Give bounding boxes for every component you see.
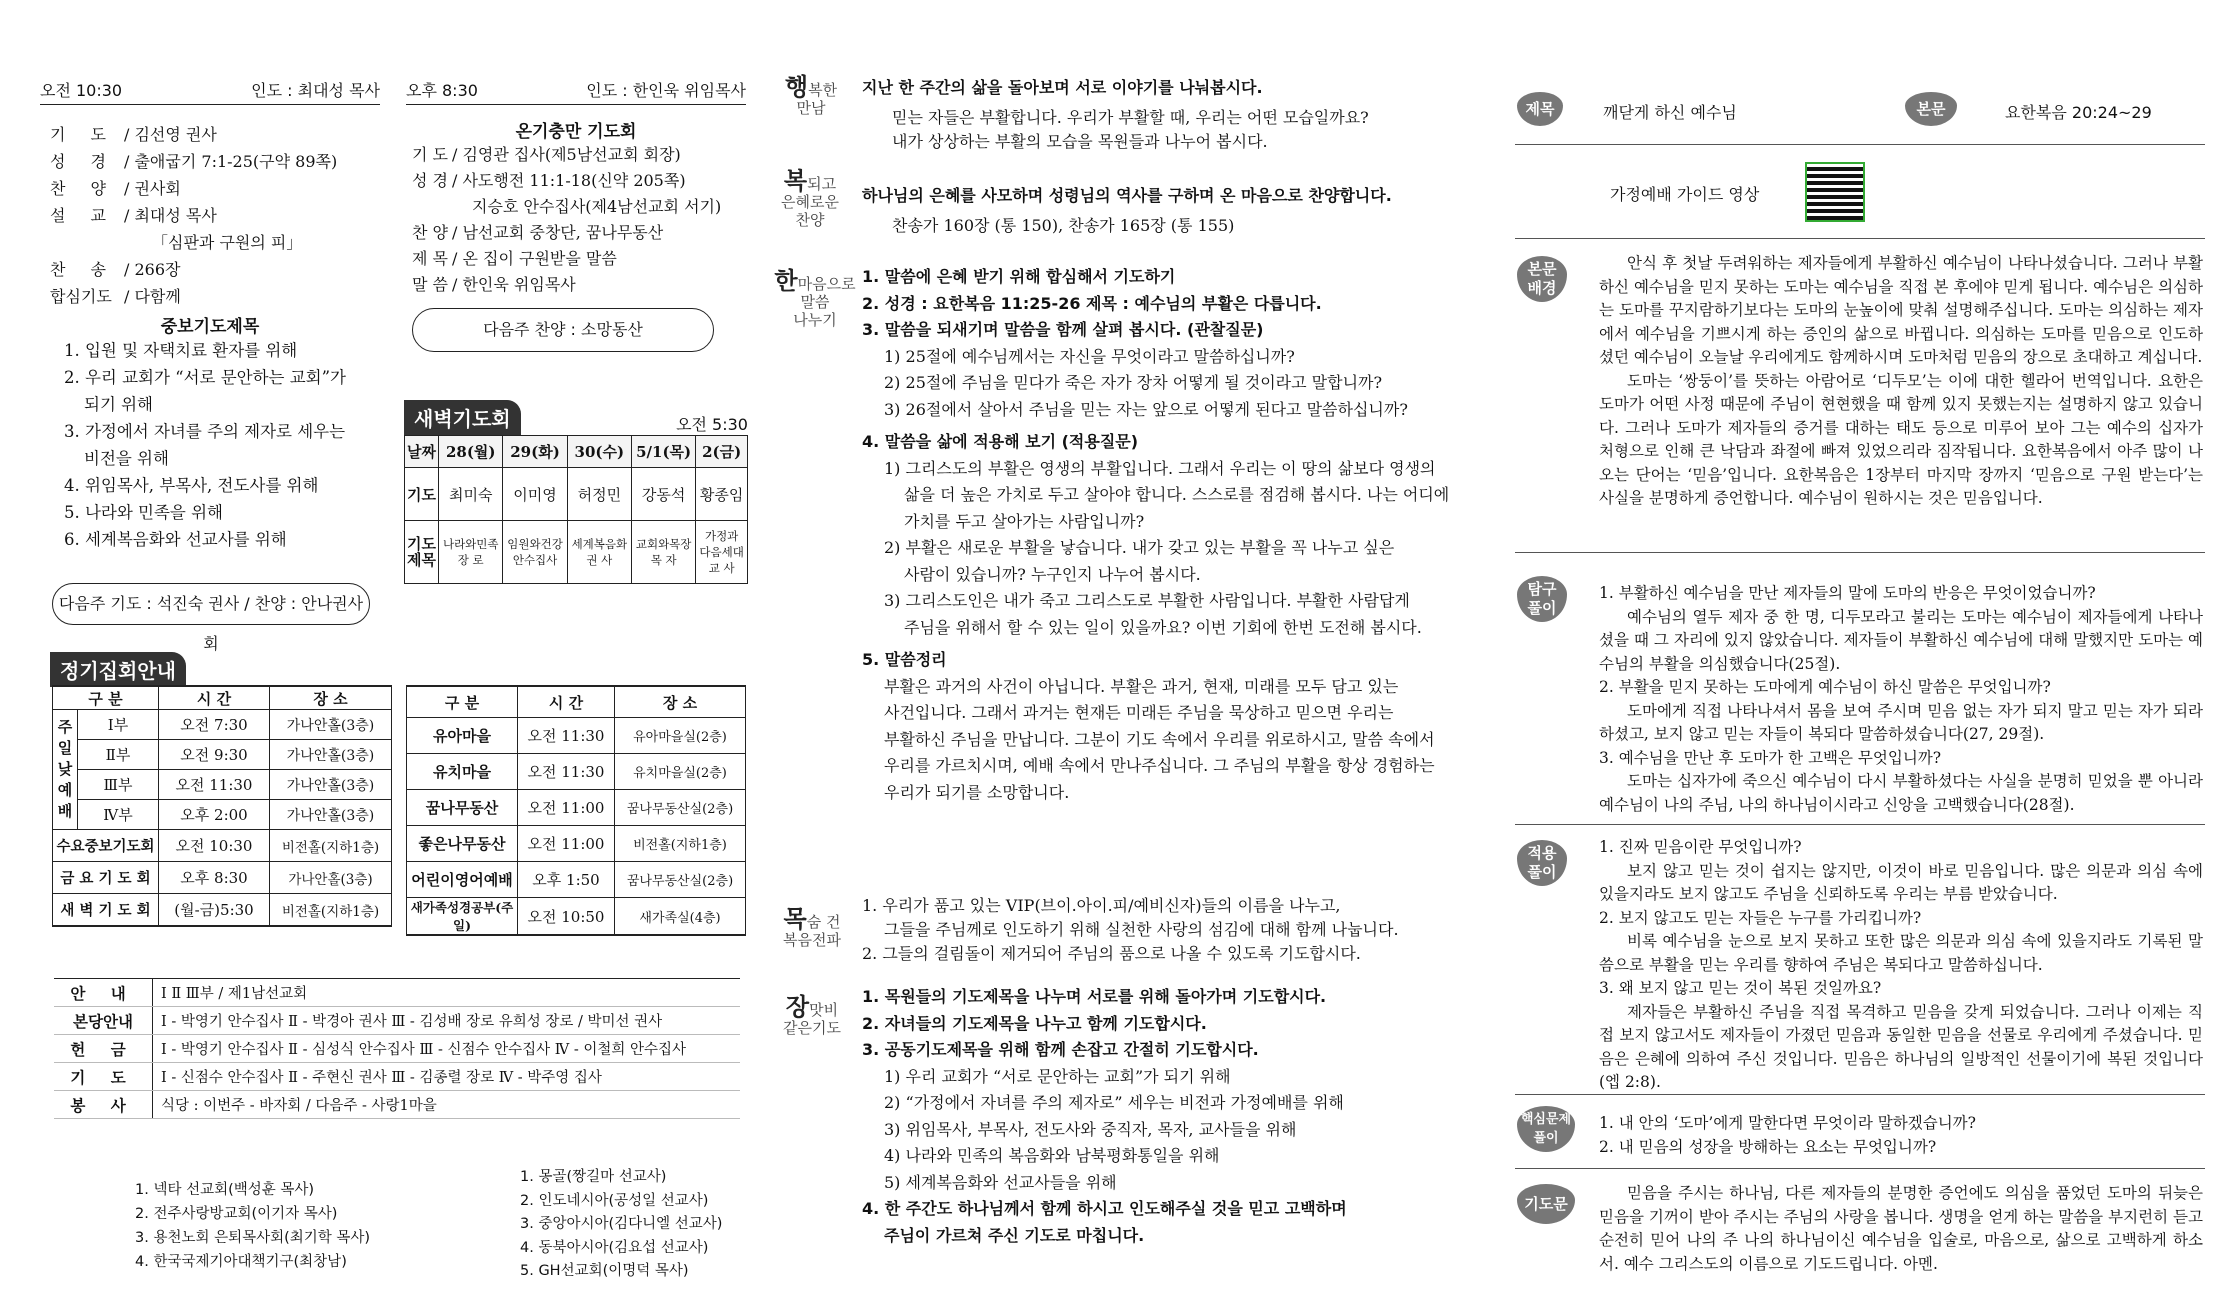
order-value: / 김영관 집사(제5남선교회 회장) <box>452 145 681 164</box>
meet-time: 오전 7:30 <box>159 710 270 740</box>
order-row <box>50 283 380 310</box>
question: 1. 진짜 믿음이란 무엇입니까? <box>1599 838 1802 856</box>
question: 3. 왜 보지 않고 믿는 것이 복된 것일까요? <box>1599 979 1882 997</box>
s3-line: 삶을 더 높은 가치로 두고 살아야 합니다. 스스로를 점검해 봅시다. 나는 어디에 <box>904 485 1450 504</box>
answer: 제자들은 부활하신 주님을 직접 목격하고 믿음을 갖게 되었습니다. 그러나 이제는 직접 보지 않고서도 제자들이 가졌던 믿음과 동일한 믿음을 선물로 우리에게 주셨습니다. 믿음은 은혜에 의하여 주신 것입니다. 믿음은 하나님의 일방적인 선물이기에 복된 것입니다(엡 2:8). <box>1599 1002 2203 1091</box>
order-row <box>412 142 746 168</box>
s5-line: 3. 공동기도제목을 위해 함께 손잡고 간절히 기도합시다. <box>862 1040 1259 1059</box>
order-row <box>412 194 746 220</box>
study-text: 요한복음 20:24~29 <box>2005 103 2152 122</box>
s2-line: 찬송가 160장 (통 150), 찬송가 165장 (통 155) <box>892 216 1235 235</box>
sunday-label <box>53 710 78 830</box>
meet-header-cell: 시 간 <box>518 686 615 718</box>
s3-line: 1) 25절에 예수님께서는 자신을 무엇이라고 말씀하십니까? <box>884 346 1295 366</box>
order-row <box>50 202 380 229</box>
meet-place: 가나안홀(3층) <box>270 710 392 740</box>
s3-line: 사건입니다. 그래서 과거는 현재든 미래든 주님을 묵상하고 믿으면 우리는 <box>884 703 1394 722</box>
dawn-leader: 강동석 <box>631 468 695 521</box>
dawn-header-cell: 날짜 <box>405 436 439 468</box>
s2-body <box>892 212 1234 240</box>
order-key: 합심기도 <box>50 287 112 306</box>
s2-title: 하나님의 은혜를 사모하며 성령님의 역사를 구하며 온 마음으로 찬양합니다. <box>862 186 1392 205</box>
s3-line: 3) 그리스도인은 내가 죽고 그리스도로 부활한 사람입니다. 부활한 사람답게 <box>884 591 1410 610</box>
s5-line: 1. 목원들의 기도제목을 나누며 서로를 위해 돌아가며 기도합시다. <box>862 987 1327 1006</box>
s5-line: 2) “가정에서 자녀를 주의 제자로” 세우는 비전과 가정예배를 위해 <box>884 1093 1344 1112</box>
service-row <box>54 1007 740 1035</box>
dawn-topic-line: 목 자 <box>650 553 677 567</box>
meet-name: 수요중보기도회 <box>53 830 159 862</box>
meet-row <box>53 862 392 894</box>
meet-place: 꿈나무동산실(2층) <box>615 790 746 826</box>
meet-time: 오후 1:50 <box>518 862 615 898</box>
order-row <box>50 148 380 175</box>
meetings-title: 정기집회안내 <box>50 652 186 687</box>
dawn-topic-line: 나라와민족 <box>442 537 499 551</box>
question: 2. 보지 않고도 믿는 자들은 누구를 가리킵니까? <box>1599 908 1922 927</box>
s5-line: 3) 위임목사, 부목사, 전도사와 중직자, 목자, 교사들을 위해 <box>884 1119 1297 1139</box>
dawn-topic-row <box>405 521 748 584</box>
s3-body <box>862 264 1482 806</box>
meet-time: 오전 11:30 <box>518 754 615 790</box>
order-key: 찬 양 <box>50 179 116 198</box>
s4-label: 목숨 건 복음전파 <box>783 905 841 949</box>
s3-line: 부활하신 주님을 만납니다. 그분이 기도 속에서 우리를 위로하시고, 말씀 속에서 <box>884 729 1435 749</box>
meet-row <box>53 830 392 862</box>
pray-text: 믿음을 주시는 하나님, 다른 제자들의 분명한 증언에도 의심을 품었던 도마의 뒤늦은 믿음을 기꺼이 받아 주시는 주님의 사랑을 봅니다. 생명을 얻게 하는 말씀을 부지런히 듣고 순전히 믿어 나의 주 나의 하나님이신 예수님을 입술로, 마음으로, 삶으로 고백하게 하소서. 예수 그리스도의 이름으로 기도드립니다. 아멘. <box>1599 1184 2203 1273</box>
col1-leader: 인도 : 최대성 목사 <box>251 81 380 100</box>
prayer-item: 2. 우리 교회가 “서로 문안하는 교회”가 <box>64 368 346 387</box>
service-row <box>54 1063 740 1091</box>
prayer-item: 4. 위임목사, 부목사, 전도사를 위해 <box>64 476 319 495</box>
dawn-header-cell: 28(월) <box>439 436 503 468</box>
dawn-topic-line: 교회와목장 <box>635 537 692 551</box>
s3-line: 주님을 위해서 할 수 있는 일이 있을까요? 이번 기회에 한번 도전해 봅시다. <box>904 617 1422 637</box>
divider <box>1515 1168 2205 1169</box>
study-title: 깨닫게 하신 예수님 <box>1603 103 1737 122</box>
text-badge: 본문 <box>1905 92 1957 126</box>
order-row <box>50 121 380 148</box>
divider <box>1515 144 2205 145</box>
meet-row <box>53 770 392 800</box>
dawn-topic-line: 기도 <box>407 535 437 553</box>
s3-label: 한마음으로 말씀 나누기 <box>774 267 856 329</box>
dawn-time: 오전 5:30 <box>676 415 748 434</box>
dawn-topic-line: 임원와건강 <box>507 537 563 551</box>
meet-place: 유아마을실(2층) <box>615 718 746 754</box>
dawn-title: 새벽기도회 <box>404 400 521 435</box>
dawn-header-row <box>405 436 748 468</box>
col2-leader: 인도 : 한인욱 위임목사 <box>586 81 746 100</box>
s3-line: 우리를 가르치시며, 예배 속에서 만나주십니다. 그 주님의 부활을 항상 경험하는 <box>884 756 1435 775</box>
dawn-table <box>404 435 748 584</box>
meet-row <box>407 790 746 826</box>
s3-line: 1. 말씀에 은혜 받기 위해 합심해서 기도하기 <box>862 267 1176 286</box>
order-key: 성 경 <box>412 171 448 190</box>
meet-time: 오전 11:30 <box>159 770 270 800</box>
dawn-topic-line: 권 사 <box>586 553 613 567</box>
apply-badge: 적용 풀이 <box>1517 840 1567 886</box>
meet-time: (월-금)5:30 <box>159 894 270 927</box>
dawn-row-label <box>405 521 439 584</box>
meet-name: 유치마을 <box>407 754 518 790</box>
meet-place: 비전홀(지하1층) <box>270 894 392 927</box>
meet-place: 가나안홀(3층) <box>270 800 392 830</box>
meet-header-cell: 시 간 <box>159 686 270 710</box>
order-key: 기 도 <box>412 145 448 164</box>
s3-line: 3. 말씀을 되새기며 말씀을 함께 살펴 봅시다. (관찰질문) <box>862 320 1264 339</box>
dawn-topic <box>503 521 567 584</box>
pray-badge: 기도문 <box>1517 1184 1575 1224</box>
col2-header <box>406 78 746 105</box>
s3-line: 2. 성경 : 요한복음 11:25-26 제목 : 예수님의 부활은 다릅니다. <box>862 293 1322 313</box>
meet-name: 유아마을 <box>407 718 518 754</box>
dawn-header-cell: 30(수) <box>567 436 631 468</box>
s5-line: 1) 우리 교회가 “서로 문안하는 교회”가 되기 위해 <box>884 1066 1231 1086</box>
order-value: / 김선영 권사 <box>124 125 217 144</box>
service-table <box>54 978 740 1119</box>
meet-place: 가나안홀(3층) <box>270 770 392 800</box>
meet-name: 새가족성경공부(주일) <box>407 898 518 936</box>
service-key: 기 도 <box>54 1063 153 1091</box>
col1-time: 오전 10:30 <box>40 81 123 100</box>
mission-item: 2. 인도네시아(공성일 선교사) <box>520 1192 709 1209</box>
s5-line: 2. 자녀들의 기도제목을 나누고 함께 기도합시다. <box>862 1013 1207 1033</box>
order-key: 찬 양 <box>412 223 448 242</box>
meetings-table-left <box>52 685 392 927</box>
meet-time: 오전 11:00 <box>518 790 615 826</box>
mission-item: 3. 용천노회 은퇴목사회(최기학 목사) <box>135 1230 371 1246</box>
meet-place: 비전홀(지하1층) <box>270 830 392 862</box>
meet-name: Ⅳ부 <box>78 800 159 830</box>
s3-line: 1) 그리스도의 부활은 영생의 부활입니다. 그래서 우리는 이 땅의 삶보다 영생의 <box>884 458 1436 478</box>
service-key: 헌 금 <box>54 1035 153 1063</box>
s1-body <box>892 106 1369 154</box>
col2 <box>406 78 746 352</box>
meetings-block <box>50 652 750 687</box>
order-value: / 한인욱 위임목사 <box>452 275 576 294</box>
order-key: 설 교 <box>50 206 116 225</box>
meet-time: 오후 8:30 <box>159 862 270 894</box>
order-row <box>412 246 746 272</box>
sunday-label-char: 배 <box>57 802 73 820</box>
dawn-leader: 이미영 <box>503 468 567 521</box>
order-value: 「심판과 구원의 피」 <box>152 233 303 252</box>
question: 1. 부활하신 예수님을 만난 제자들의 말에 도마의 반응은 무엇이었습니까? <box>1599 584 2096 602</box>
prayer-item: 3. 가정에서 자녀를 주의 제자로 세우는 <box>64 422 346 441</box>
s3-line: 2) 부활은 새로운 부활을 낳습니다. 내가 갖고 있는 부활을 꼭 나누고 싶은 <box>884 538 1395 557</box>
meet-place: 꿈나무동산실(2층) <box>615 862 746 898</box>
s3-line: 부활은 과거의 사건이 아닙니다. 부활은 과거, 현재, 미래를 모두 담고 있는 <box>884 676 1399 696</box>
service-value: Ⅰ Ⅱ Ⅲ부 / 제1남선교회 <box>153 979 741 1007</box>
s3-line: 3) 26절에서 살아서 주님을 믿는 자는 앞으로 어떻게 된다고 말씀하십니까? <box>884 399 1408 419</box>
order-value: / 출애굽기 7:1-25(구약 89쪽) <box>124 152 338 171</box>
col1-next-week-pill: 다음주 기도 : 석진숙 권사 / 찬양 : 안나권사회 <box>52 583 370 625</box>
s4-body <box>862 894 1399 966</box>
meet-name: 금 요 기 도 회 <box>53 862 159 894</box>
answer: 비록 예수님을 눈으로 보지 못하고 또한 많은 의문과 의심 속에 있을지라도 기록된 말씀으로 부활을 믿는 우리를 향하여 주님은 복되다고 말씀하십니다. <box>1599 932 2203 974</box>
order-value: / 266장 <box>124 260 181 279</box>
qr-code-icon[interactable] <box>1805 162 1865 222</box>
order-row <box>412 168 746 194</box>
s5-label: 장맛비 같은기도 <box>783 993 841 1037</box>
answer: 도마에게 직접 나타나셔서 몸을 보여 주시며 믿음 없는 자가 되지 말고 믿는 자가 되라 하셨고, 보지 않고 믿는 자들이 복되다 말씀하셨습니다(27, 29절). <box>1599 701 2203 743</box>
prayer-item: 1. 입원 및 자택치료 환자를 위해 <box>64 341 298 360</box>
dawn-topic-line: 다음세대 <box>699 545 744 559</box>
dawn-topic <box>696 521 748 584</box>
meet-name: 좋은나무동산 <box>407 826 518 862</box>
title-badge: 제목 <box>1517 92 1563 126</box>
mission-item: 2. 전주사랑방교회(이기자 목사) <box>135 1206 338 1222</box>
apply-text <box>1599 836 2203 1095</box>
divider <box>1515 552 2205 553</box>
order-value: 지승호 안수집사(제4남선교회 서기) <box>472 197 722 216</box>
s5-line: 주님이 가르쳐 주신 기도로 마칩니다. <box>884 1225 1145 1245</box>
order-key: 성 경 <box>50 152 116 171</box>
dawn-leader: 최미숙 <box>439 468 503 521</box>
prayer-item: 6. 세계복음화와 선교사를 위해 <box>64 530 287 549</box>
s5-line: 4. 한 주간도 하나님께서 함께 하시고 인도해주실 것을 믿고 고백하며 <box>862 1199 1347 1218</box>
s1-line: 믿는 자들은 부활합니다. 우리가 부활할 때, 우리는 어떤 모습일까요? <box>892 108 1369 127</box>
dawn-block <box>404 400 748 584</box>
s4-line: 그들을 주님께로 인도하기 위해 실천한 사랑의 섬김에 대해 함께 나눕니다. <box>884 920 1399 939</box>
meet-place: 새가족실(4층) <box>615 898 746 936</box>
s4-line: 1. 우리가 품고 있는 VIP(브이.아이.피/예비신자)들의 이름을 나누고, <box>862 896 1341 915</box>
meet-name: Ⅱ부 <box>78 740 159 770</box>
dawn-topic-line: 안수집사 <box>512 553 558 567</box>
prayer-item: 5. 나라와 민족을 위해 <box>64 503 223 522</box>
dawn-topic-line: 제목 <box>407 551 437 569</box>
meet-row <box>53 894 392 927</box>
order-key: 말 씀 <box>412 275 448 294</box>
mission-item: 1. 넥타 선교회(백성훈 목사) <box>135 1182 315 1198</box>
bg-text <box>1599 252 2203 511</box>
meet-row <box>407 862 746 898</box>
explore-badge: 탐구 풀이 <box>1517 576 1567 622</box>
s3-line: 2) 25절에 주님을 믿다가 죽은 자가 장차 어떻게 될 것이라고 말합니까? <box>884 373 1383 392</box>
meet-row <box>53 800 392 830</box>
meet-name: Ⅰ부 <box>78 710 159 740</box>
dawn-row-label: 기도 <box>405 468 439 521</box>
answer: 예수님의 열두 제자 중 한 명, 디두모라고 불리는 도마는 예수님이 제자들에게 나타나셨을 때 그 자리에 있지 않았습니다. 제자들이 부활하신 예수님에 대해 말했지만 도마는 예수님의 부활을 의심했습니다(25절). <box>1599 607 2203 673</box>
s5-line: 5) 세계복음화와 선교사들을 위해 <box>884 1172 1117 1192</box>
s1-label: 행복한 만남 <box>784 73 838 117</box>
order-value: / 온 집이 구원받을 말씀 <box>452 249 617 268</box>
meet-row <box>53 710 392 740</box>
meet-time: 오전 9:30 <box>159 740 270 770</box>
col2-title: 온기충만 기도회 <box>515 122 637 142</box>
meet-time: 오후 2:00 <box>159 800 270 830</box>
meet-place: 가나안홀(3층) <box>270 862 392 894</box>
divider <box>1515 824 2205 825</box>
col2-order <box>412 142 746 298</box>
meet-time: 오전 10:30 <box>159 830 270 862</box>
col1-prayer-title: 중보기도제목 <box>160 317 260 337</box>
s5-body <box>862 984 1347 1249</box>
service-row <box>54 979 740 1007</box>
dawn-pray-row <box>405 468 748 521</box>
dawn-leader: 허정민 <box>567 468 631 521</box>
question: 3. 예수님을 만난 후 도마가 한 고백은 무엇입니까? <box>1599 748 1942 767</box>
order-row <box>50 256 380 283</box>
service-value: Ⅰ - 신점수 안수집사 Ⅱ - 주현신 권사 Ⅲ - 김종렬 장로 Ⅳ - 박주영 집사 <box>153 1063 741 1091</box>
meet-time: 오전 11:30 <box>518 718 615 754</box>
meet-time: 오전 11:00 <box>518 826 615 862</box>
sunday-label-char: 예 <box>57 781 73 799</box>
meet-header-row <box>53 686 392 710</box>
order-row <box>412 272 746 298</box>
service-key: 봉 사 <box>54 1091 153 1119</box>
col1-header <box>40 78 380 105</box>
order-value: / 사도행전 11:1-18(신약 205쪽) <box>452 171 686 190</box>
divider <box>1515 1094 2205 1095</box>
s1-line: 내가 상상하는 부활의 모습을 목원들과 나누어 봅시다. <box>892 132 1268 151</box>
mission-item: 4. 동북아시아(김요섭 선교사) <box>520 1239 709 1256</box>
meet-header-cell: 구 분 <box>53 686 159 710</box>
s3-line: 우리가 되기를 소망합니다. <box>884 782 1070 802</box>
missions-right <box>520 1166 722 1284</box>
answer: 도마는 십자가에 죽으신 예수님이 다시 부활하셨다는 사실을 분명히 믿었을 뿐 아니라 예수님이 나의 주님, 나의 하나님이시라고 신앙을 고백했습니다(28절). <box>1599 772 2203 814</box>
s5-line: 4) 나라와 민족의 복음화와 남북평화통일을 위해 <box>884 1146 1220 1165</box>
sunday-label-char: 주 <box>57 718 73 736</box>
order-key: 찬 송 <box>50 260 116 279</box>
col1 <box>40 78 380 653</box>
service-value: Ⅰ - 박영기 안수집사 Ⅱ - 박경아 권사 Ⅲ - 김성배 장로 유희성 장로 / 박미선 권사 <box>153 1007 741 1035</box>
core-badge: 핵심문제 풀이 <box>1517 1106 1575 1152</box>
dawn-header-cell: 29(화) <box>503 436 567 468</box>
service-key: 본당안내 <box>54 1007 153 1035</box>
mission-item: 1. 몽골(짱길마 선교사) <box>520 1169 667 1185</box>
question: 2. 내 믿음의 성장을 방해하는 요소는 무엇입니까? <box>1599 1137 1937 1156</box>
video-label[interactable]: 가정예배 가이드 영상 <box>1610 185 1760 204</box>
meet-row <box>407 826 746 862</box>
service-row <box>54 1035 740 1063</box>
meet-place: 비전홀(지하1층) <box>615 826 746 862</box>
core-text <box>1599 1112 2203 1159</box>
answer: 보지 않고 믿는 것이 쉽지는 않지만, 이것이 바로 믿음입니다. 많은 의문과 의심 속에 있을지라도 보지 않고도 주님을 신뢰하도록 우리는 부름 받았습니다. <box>1599 861 2203 903</box>
col1-order <box>50 121 380 310</box>
meet-row <box>53 740 392 770</box>
question: 2. 부활을 믿지 못하는 도마에게 예수님이 하신 말씀은 무엇입니까? <box>1599 678 2051 696</box>
s3-line: 4. 말씀을 삶에 적용해 보기 (적용질문) <box>862 432 1139 451</box>
meet-place: 유치마을실(2층) <box>615 754 746 790</box>
service-value: 식당 : 이번주 - 바자회 / 다음주 - 사랑1마을 <box>153 1091 741 1119</box>
sunday-label-char: 일 <box>57 739 73 757</box>
order-row <box>50 175 380 202</box>
dawn-topic-line: 세계복음화 <box>571 537 628 551</box>
dawn-topic <box>631 521 695 584</box>
sunday-label-char: 낮 <box>57 760 73 778</box>
missions-left <box>135 1178 370 1274</box>
mission-item: 5. GH선교회(이명덕 목사) <box>520 1263 689 1279</box>
meet-name: 어린이영어예배 <box>407 862 518 898</box>
mission-item: 3. 중앙아시아(김다니엘 선교사) <box>520 1216 723 1232</box>
dawn-topic <box>439 521 503 584</box>
study-column <box>1515 86 2205 1296</box>
s2-label: 복되고 은혜로운 찬양 <box>781 167 839 229</box>
meet-place: 가나안홀(3층) <box>270 740 392 770</box>
dawn-topic-line: 교 사 <box>708 561 735 575</box>
bg-paragraph: 도마는 ‘쌍둥이’를 뜻하는 아람어로 ‘디두모’는 이에 대한 헬라어 번역입니다. 요한은 도마가 어떤 사정 때문에 주님이 현현했을 때 함께 있지 못했는지는 설명하지 않고 있습니다. 그러나 도마가 제자들의 증거를 대하는 태도 등으로 미루어 보아 그는 예수의 십자가 처형으로 인해 큰 낙담과 좌절에 빠져 있었으리라 짐작됩니다. 요한복음에서 아주 많이 나오는 단어는 ‘믿음’입니다. 요한복음은 1장부터 마지막 장까지 ‘믿음으로 구원 받는다’는 사실을 분명하게 증언합니다. 예수님이 원하시는 것은 믿음입니다. <box>1599 371 2203 507</box>
service-value: Ⅰ - 박영기 안수집사 Ⅱ - 심성식 안수집사 Ⅲ - 신점수 안수집사 Ⅳ - 이철희 안수집사 <box>153 1035 741 1063</box>
bg-badge: 본문 배경 <box>1517 256 1567 302</box>
meet-row <box>407 754 746 790</box>
dawn-header-cell: 5/1(목) <box>631 436 695 468</box>
meet-row <box>407 718 746 754</box>
s4-line: 2. 그들의 걸림돌이 제거되어 주님의 품으로 나올 수 있도록 기도합시다. <box>862 944 1361 963</box>
meet-header-cell: 장 소 <box>270 686 392 710</box>
explore-text <box>1599 582 2203 817</box>
order-value: / 권사회 <box>124 179 181 198</box>
meet-header-row <box>407 686 746 718</box>
order-key: 제 목 <box>412 249 448 268</box>
order-row <box>412 220 746 246</box>
order-row <box>50 229 380 256</box>
dawn-leader: 황종임 <box>696 468 748 521</box>
meet-name: Ⅲ부 <box>78 770 159 800</box>
meet-header-cell: 구 분 <box>407 686 518 718</box>
dawn-topic-line: 장 로 <box>457 553 484 567</box>
dawn-topic <box>567 521 631 584</box>
order-value: / 최대성 목사 <box>124 206 217 225</box>
col2-time: 오후 8:30 <box>406 81 478 100</box>
order-key: 기 도 <box>50 125 116 144</box>
meet-header-cell: 장 소 <box>615 686 746 718</box>
question: 1. 내 안의 ‘도마’에게 말한다면 무엇이라 말하겠습니까? <box>1599 1114 1976 1132</box>
meet-time: 오전 10:50 <box>518 898 615 936</box>
order-value: / 다함께 <box>124 287 181 306</box>
col1-prayers <box>64 337 380 553</box>
meetings-table-right <box>406 685 746 936</box>
family-column <box>770 74 1490 1294</box>
mission-item: 4. 한국국제기아대책기구(최창남) <box>135 1254 347 1270</box>
bg-paragraph: 안식 후 첫날 두려워하는 제자들에게 부활하신 예수님이 나타나셨습니다. 그러나 부활하신 예수님을 믿지 못하는 도마는 예수님을 직접 본 후에야 믿게 됩니다. 예수님은 의심하는 도마를 꾸지람하기보다는 도마의 눈높이에 맞춰 설명해주십니다. 도마는 의심하는 제자에서 예수님을 기쁘시게 하는 증인의 삶으로 바뀝니다. 의심하는 도마를 믿음으로 인도하셨던 예수님이 오늘날 우리에게도 함께하시며 도마처럼 믿음의 장으로 초대하고 계십니다. <box>1599 254 2203 366</box>
prayer-item: 비전을 위해 <box>84 449 169 468</box>
prayer-item: 되기 위해 <box>84 395 154 414</box>
meet-row <box>407 898 746 936</box>
s3-line: 5. 말씀정리 <box>862 650 947 669</box>
divider <box>1515 238 2205 239</box>
s1-title: 지난 한 주간의 삶을 돌아보며 서로 이야기를 나눠봅시다. <box>862 78 1263 97</box>
meet-name: 새 벽 기 도 회 <box>53 894 159 927</box>
s3-line: 사람이 있습니까? 누구인지 나누어 봅시다. <box>904 564 1201 584</box>
dawn-header-cell: 2(금) <box>696 436 748 468</box>
meet-name: 꿈나무동산 <box>407 790 518 826</box>
order-value: / 남선교회 중창단, 꿈나무동산 <box>452 223 664 242</box>
service-key: 안 내 <box>54 979 153 1007</box>
s3-line: 가치를 두고 살아가는 사람입니까? <box>904 511 1145 531</box>
col2-next-praise-pill: 다음주 찬양 : 소망동산 <box>412 308 714 352</box>
service-row <box>54 1091 740 1119</box>
dawn-topic-line: 가정과 <box>704 529 739 543</box>
